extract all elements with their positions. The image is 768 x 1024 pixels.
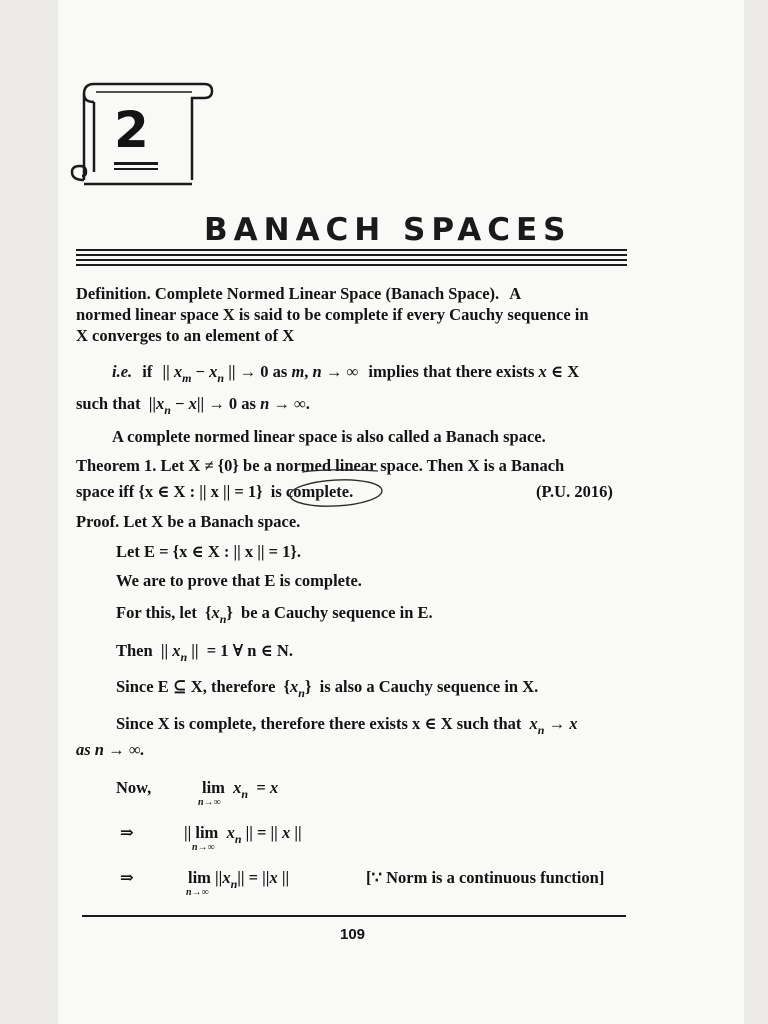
theorem-circled-phrase: is complete. [270,482,354,501]
proof-assumption: Let X be a Banach space. [123,512,301,531]
theorem-label: Theorem 1. [76,456,157,475]
banach-space-note: A complete normed linear space is also called a Banach space. [112,427,546,446]
proof-line-2: Let E = {x ∈ X : || x || = 1}. [116,542,302,561]
proof-line-4-end: be a Cauchy sequence in E. [241,603,433,622]
ie-condition-line [112,362,579,386]
theorem-statement-2: space iff {x ∈ X : || x || = 1} [76,482,263,501]
proof-line-6 [116,677,538,701]
proof-line-4-start: For this, let [116,603,197,622]
definition-lead-tail: A [509,284,522,303]
definition-line-2: normed linear space X is said to be complete if every Cauchy sequence in [76,305,589,324]
chapter-number-underline-2 [114,168,158,170]
title-rule-2 [76,254,627,256]
handwritten-underline-mark [300,466,380,476]
implies-arrow-2: ⇒ [120,868,134,887]
chapter-number: 2 [114,101,149,159]
theorem-statement-1: Let X ≠ {0} be a normed linear space. Then X is a Banach [160,456,565,475]
theorem-reference: (P.U. 2016) [536,482,613,501]
proof-line-6-start: Since E ⊆ X, therefore [116,677,276,696]
ie-conclusion-line [76,394,310,418]
proof-line-4 [116,603,433,627]
proof-line-5-start: Then [116,641,153,660]
if-word: if [142,362,153,381]
chapter-number-underline [114,162,158,165]
norm-xn: || $x_n$ || [160,641,199,664]
limit-equation-3: $\lim ||x_n|| = ||x$ || [188,868,290,891]
limit-subscript-3: n→∞ [186,887,209,898]
proof-line-6-end: is also a Cauchy sequence in X. [319,677,539,696]
page-number: 109 [340,926,366,943]
chapter-title: BANACH SPACES [204,212,572,248]
proof-line-5 [116,641,293,665]
definition-heading: Definition. Complete Normed Linear Space (Banach Space). [76,284,500,303]
ie-label: i.e. [112,362,133,381]
proof-line-5-end: = 1 ∀ n ∈ N. [206,641,293,660]
cauchy-condition-formula: || $x_m - x_n$ || → 0 as m, n → ∞ [162,362,359,385]
definition-line-1 [76,284,521,304]
handwritten-circle-annotation [286,476,386,512]
continuity-reason: [∵ Norm is a continuous function] [366,868,605,887]
title-rule-3 [76,259,627,261]
title-rule-4 [76,264,627,266]
such-that-text: such that [76,394,141,413]
footer-rule [82,915,626,917]
proof-line-8: as n → ∞. [76,740,145,759]
limit-equation-2: || $\lim x_n$ || = || x || [184,823,302,846]
sequence-xn: $\{x_n\}$ [204,603,233,626]
proof-line-7-start: Since X is complete, therefore there exists x ∈ X such that [116,714,522,733]
proof-line-7 [116,714,577,738]
limit-subscript-1: n→∞ [198,797,221,808]
xn-to-x: $x_n \to x$ [529,714,578,737]
proof-label: Proof. [76,512,120,531]
exists-formula: x ∈ X [538,362,580,381]
ie-implies-text: implies that there exists [368,362,535,381]
limit-equation-1: $\lim x_n = x$ [202,778,279,801]
title-rule-1 [76,249,627,251]
sequence-xn-2: $\{x_n\}$ [283,677,312,700]
now-label: Now, [116,778,152,797]
limit-subscript-2: n→∞ [192,842,215,853]
implies-arrow-1: ⇒ [120,823,134,842]
definition-line-3: X converges to an element of X [76,326,295,345]
convergence-formula: $||x_n - x|| \to 0$ as n → ∞. [148,394,310,417]
proof-line-1 [76,512,300,532]
proof-line-3: We are to prove that E is complete. [116,571,362,590]
